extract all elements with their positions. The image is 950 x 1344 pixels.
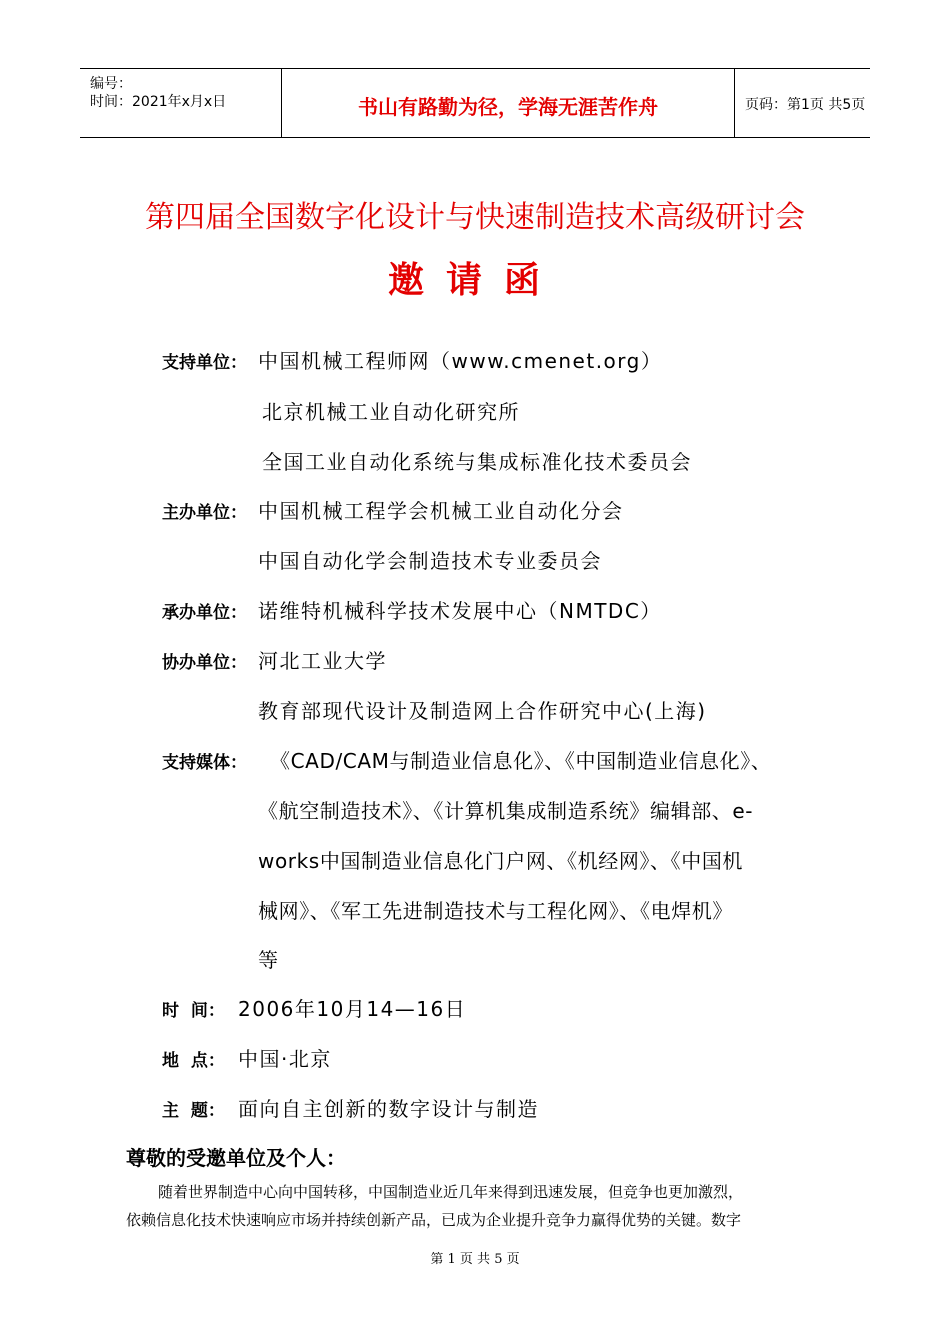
media-label: 支持媒体：	[162, 753, 247, 773]
page-footer: 第 1 页 共 5 页	[430, 1252, 520, 1267]
header-motto-cell	[282, 69, 735, 137]
header-page-cell	[735, 69, 870, 137]
co-organizer-line: 河北工业大学	[258, 649, 387, 673]
support-unit-line: 全国工业自动化系统与集成标准化技术委员会	[262, 450, 692, 474]
media-line: works中国制造业信息化门户网、《机经网》、《中国机	[258, 849, 744, 873]
place-value: 中国·北京	[238, 1047, 332, 1071]
time-value: 2006年10月14—16日	[238, 997, 467, 1021]
theme-value: 面向自主创新的数字设计与制造	[238, 1097, 539, 1121]
greeting: 尊敬的受邀单位及个人：	[126, 1146, 346, 1170]
organizer-label: 承办单位：	[162, 603, 247, 623]
doc-number-label: 编号：	[90, 76, 132, 92]
document-subtitle: 邀请函	[387, 260, 562, 301]
host-unit-line: 中国自动化学会制造技术专业委员会	[258, 549, 602, 573]
doc-time-label: 时间：2021年x月x日	[90, 94, 227, 110]
media-line: 械网》、《军工先进制造技术与工程化网》、《电焊机》	[258, 899, 733, 923]
support-unit-line: 中国机械工程师网（www.cmenet.org）	[258, 349, 663, 373]
place-label: 地 点：	[162, 1051, 225, 1071]
document-title: 第四届全国数字化设计与快速制造技术高级研讨会	[145, 200, 805, 235]
media-line: 《CAD/CAM与制造业信息化》、《中国制造业信息化》、	[270, 749, 772, 773]
organizer-line: 诺维特机械科学技术发展中心（NMTDC）	[258, 599, 662, 623]
body-paragraph-line: 依赖信息化技术快速响应市场并持续创新产品，已成为企业提升竞争力赢得优势的关键。数字	[126, 1211, 742, 1229]
support-units-label: 支持单位：	[162, 353, 247, 373]
body-paragraph-line: 随着世界制造中心向中国转移，中国制造业近几年来得到迅速发展，但竞争也更加激烈，	[158, 1183, 744, 1201]
document-header	[80, 68, 870, 138]
header-meta-cell	[80, 69, 282, 137]
media-line: 《航空制造技术》、《计算机集成制造系统》编辑部、e-	[258, 799, 754, 823]
host-unit-line: 中国机械工程学会机械工业自动化分会	[258, 499, 624, 523]
co-organizer-label: 协办单位：	[162, 653, 247, 673]
support-unit-line: 北京机械工业自动化研究所	[262, 400, 520, 424]
co-organizer-line: 教育部现代设计及制造网上合作研究中心(上海)	[258, 699, 707, 723]
host-units-label: 主办单位：	[162, 503, 247, 523]
theme-label: 主 题：	[162, 1101, 225, 1121]
header-page-info: 页码：第1页 共5页	[745, 97, 866, 113]
header-motto: 书山有路勤为径，学海无涯苦作舟	[358, 95, 658, 119]
time-label: 时 间：	[162, 1001, 225, 1021]
media-line: 等	[258, 948, 280, 972]
